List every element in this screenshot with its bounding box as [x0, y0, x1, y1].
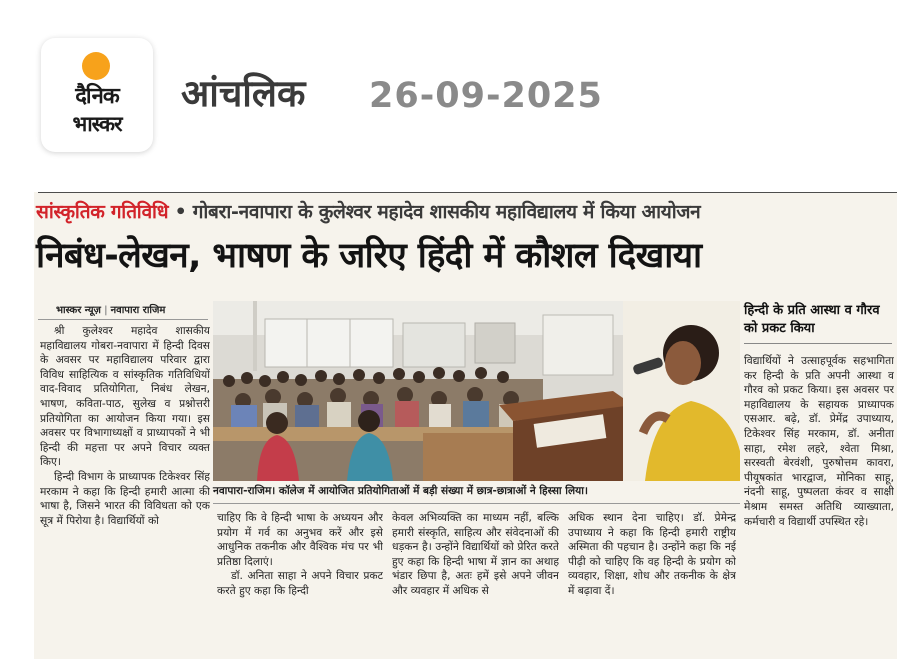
section-name: आंचलिक	[181, 72, 306, 115]
paragraph: विद्यार्थियों ने उत्साहपूर्वक सहभागिता कर हिन्दी के प्रति अपनी आस्था व गौरव को प्रकट किया। इस अवसर पर महाविद्यालय के सहायक प्राध्यापक एसआर. बढ़े, डॉ. प्रेमेंद्र उपाध्याय, टिकेश्वर सिंह मरकाम, डॉ. अनीता साहा, रमेश लहरे, श्वेता मिश्रा, सरस्वती बेरवंशी, पुरुषोत्तम कावरा, पीयूषकांत भारद्वाज, मोनिका साहू, नंदनी साहू, पुष्पलता कंवर व साक्षी मेश्राम समस्त अतिथि व्याख्याता, कर्मचारी व विद्यार्थी उपस्थित रहे।	[744, 354, 894, 528]
kicker-text: • गोबरा-नवापारा के कुलेश्वर महादेव शासकीय महाविद्यालय में किया आयोजन	[168, 201, 701, 223]
byline-source: भास्कर न्यूज़	[56, 305, 101, 316]
article-column-4	[568, 511, 736, 651]
article-column-1	[40, 324, 210, 654]
byline-rule	[38, 319, 208, 320]
sidebar-heading: हिन्दी के प्रति आस्था व गौरव को प्रकट किया	[744, 303, 880, 336]
top-rule	[38, 192, 897, 193]
edition-date: 26-09-2025	[369, 76, 603, 116]
byline-separator: |	[103, 305, 108, 316]
category-label: सांस्कृतिक गतिविधि	[36, 201, 169, 223]
dainik-bhaskar-logo	[41, 38, 153, 152]
caption-place: नवापारा-राजिम।	[213, 485, 276, 497]
paragraph: चाहिए कि वे हिन्दी भाषा के अध्ययन और प्रयोग में गर्व का अनुभव करें और इसे आधुनिक तकनीक और वैश्विक मंच पर भी प्रतिष्ठा दिलाएं।	[217, 511, 383, 568]
logo-word-dainik: दैनिक	[75, 84, 119, 109]
paragraph: श्री कुलेश्वर महादेव शासकीय महाविद्यालय गोबरा-नवापारा में हिन्दी दिवस के अवसर पर महाविद्यालय परिवार द्वारा विविध साहित्यिक व सांस्कृतिक गतिविधियों वाद-विवाद प्रतियोगिता, निबंध लेखन, भाषण, कविता-पाठ, सुलेख व प्रश्नोत्तरी प्रतियोगिता का आयोजन किया गया। इस अवसर पर विभागाध्यक्षों व प्राध्यापकों ने भी हिन्दी की महत्ता पर अपने विचार व्यक्त किए।	[40, 324, 210, 469]
paragraph: केवल अभिव्यक्ति का माध्यम नहीं, बल्कि हमारी संस्कृति, साहित्य और संवेदनाओं की धड़कन है। उन्होंने विद्यार्थियों को प्रेरित करते हुए कहा कि हिन्दी भाषा में ज्ञान का अथाह भंडार छिपा है, अतः हमें इसे अपने जीवन और व्यवहार में अधिक से	[392, 511, 559, 597]
article-column-3	[392, 511, 559, 651]
byline-place: नवापारा राजिम	[110, 305, 166, 316]
headline: निबंध-लेखन, भाषण के जरिए हिंदी में कौशल दिखाया	[36, 236, 702, 276]
sun-icon	[82, 52, 110, 80]
caption-rule	[213, 503, 740, 504]
caption-text: कॉलेज में आयोजित प्रतियोगिताओं में बड़ी संख्या में छात्र-छात्राओं ने हिस्सा लिया।	[275, 485, 588, 497]
sidebar-rule	[744, 343, 892, 344]
paragraph: डॉ. अनिता साहा ने अपने विचार प्रकट करते हुए कहा कि हिन्दी	[217, 569, 383, 597]
article-column-2	[217, 511, 383, 651]
news-clipping	[34, 192, 897, 659]
sidebar-column	[744, 354, 894, 654]
logo-word-bhaskar: भास्कर	[72, 112, 122, 136]
paragraph: अधिक स्थान देना चाहिए। डॉ. प्रेमेन्द्र उपाध्याय ने कहा कि हिन्दी हमारी राष्ट्रीय अस्मिता की पहचान है। उन्होंने कहा कि नई पीढ़ी को चाहिए कि वह हिन्दी के प्रयोग को व्यवहार, शिक्षा, शोध और तकनीक के क्षेत्र में बढ़ावा दें।	[568, 511, 736, 597]
photo-caption	[213, 484, 740, 499]
paragraph: हिन्दी विभाग के प्राध्यापक टिकेश्वर सिंह मरकाम ने कहा कि हिन्दी हमारी आत्मा की भाषा है, जिसने भारत की विविधता को एक सूत्र में पिरोया है। विद्यार्थियों को	[40, 469, 210, 527]
event-photo	[213, 301, 740, 481]
kicker-line	[36, 199, 700, 225]
byline	[56, 302, 165, 316]
